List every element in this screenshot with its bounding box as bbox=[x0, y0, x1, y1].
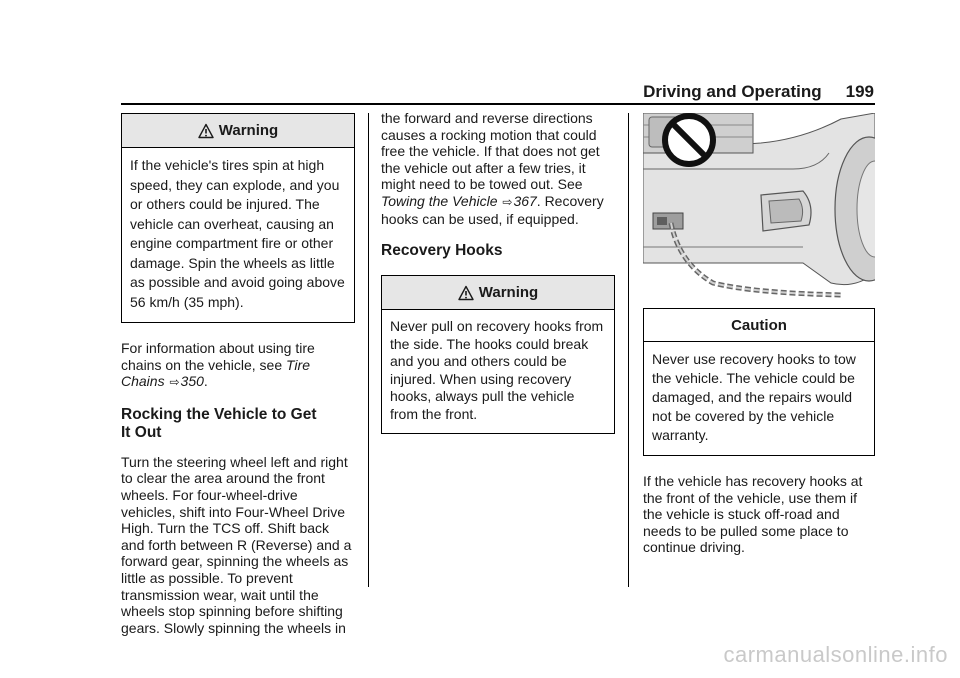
warning-header bbox=[382, 276, 614, 310]
recovery-hook-illustration bbox=[643, 113, 875, 301]
heading-line-1: Rocking the Vehicle to Get bbox=[121, 405, 317, 423]
towing-link[interactable]: Towing the Vehicle bbox=[381, 192, 498, 209]
tire-chains-text: For information about using tire chains on the vehicle, see bbox=[121, 340, 315, 373]
column-2 bbox=[381, 110, 615, 434]
towing-after-text: . Recovery hooks can be used, if equipped. bbox=[381, 192, 604, 227]
caution-title: Caution bbox=[731, 316, 787, 334]
warning-title: Warning bbox=[218, 122, 279, 139]
page-header bbox=[643, 82, 874, 102]
tire-chains-end: . bbox=[203, 373, 208, 390]
warning-box-recovery-hooks bbox=[381, 275, 615, 434]
tire-chains-page[interactable]: 350 bbox=[180, 373, 204, 390]
warning-header bbox=[122, 114, 354, 148]
column-1 bbox=[121, 113, 355, 636]
column-divider-left bbox=[368, 113, 369, 587]
xref-arrow-icon: ⇨ bbox=[502, 194, 513, 209]
towing-page[interactable]: 367 bbox=[513, 192, 537, 209]
caution-box bbox=[643, 308, 875, 456]
caution-body: Never use recovery hooks to tow the vehicle. The vehicle could be damaged, and the repairs would not be covered by the vehicle warranty. bbox=[652, 351, 856, 443]
column-divider-right bbox=[628, 113, 629, 587]
tire-chains-link[interactable]: Tire Chains bbox=[121, 356, 310, 390]
warning-box-tire-spin bbox=[121, 113, 355, 323]
warning-body: Never pull on recovery hooks from the side. The hooks could break and you and others could be injured. When using recovery hooks, always pull the vehicle from the front. bbox=[390, 318, 604, 422]
caution-header bbox=[644, 309, 874, 342]
warning-title: Warning bbox=[478, 284, 539, 302]
header-rule bbox=[121, 103, 875, 105]
site-watermark: carmanualsonline.info bbox=[723, 642, 948, 667]
section-heading-rocking bbox=[121, 406, 355, 442]
warning-icon bbox=[198, 123, 214, 139]
section-title: Driving and Operating bbox=[643, 82, 822, 101]
xref-arrow-icon: ⇨ bbox=[169, 375, 180, 390]
continued-paragraph bbox=[381, 110, 615, 227]
page-number: 199 bbox=[845, 82, 874, 101]
heading-line-2: It Out bbox=[121, 423, 162, 441]
warning-icon bbox=[458, 285, 474, 301]
column-3 bbox=[643, 308, 875, 556]
rocking-paragraph: Turn the steering wheel left and right to clear the area around the front wheels. For four-wheel-drive vehicles, shift into Four-Wheel Drive High. Turn the TCS off. Shift back and forth between R (Reverse) and a forward gear, spinning the wheels as little as possible. To prevent transmission wear, wait until the wheels stop spinning before shifting gears. Slowly spinning the wheels in bbox=[121, 453, 352, 636]
truck-front-with-chain-illustration bbox=[643, 113, 875, 301]
recovery-hooks-paragraph: If the vehicle has recovery hooks at the front of the vehicle, use them if the vehicle is stuck off-road and needs to be pulled some place to continue driving. bbox=[643, 473, 863, 556]
tire-chains-paragraph bbox=[121, 340, 355, 391]
warning-body: If the vehicle's tires spin at high speed, they can explode, and you or others could be injured. The vehicle can overheat, causing an engine compartment fire or other damage. Spin the wheels as little as possible and avoid going above 56 km/h (35 mph). bbox=[130, 157, 345, 310]
continued-text: the forward and reverse directions causes a rocking motion that could free the vehicle. If that does not get the vehicle out after a few tries, it might need to be towed out. See bbox=[381, 110, 600, 193]
section-heading-recovery-hooks: Recovery Hooks bbox=[381, 242, 503, 260]
